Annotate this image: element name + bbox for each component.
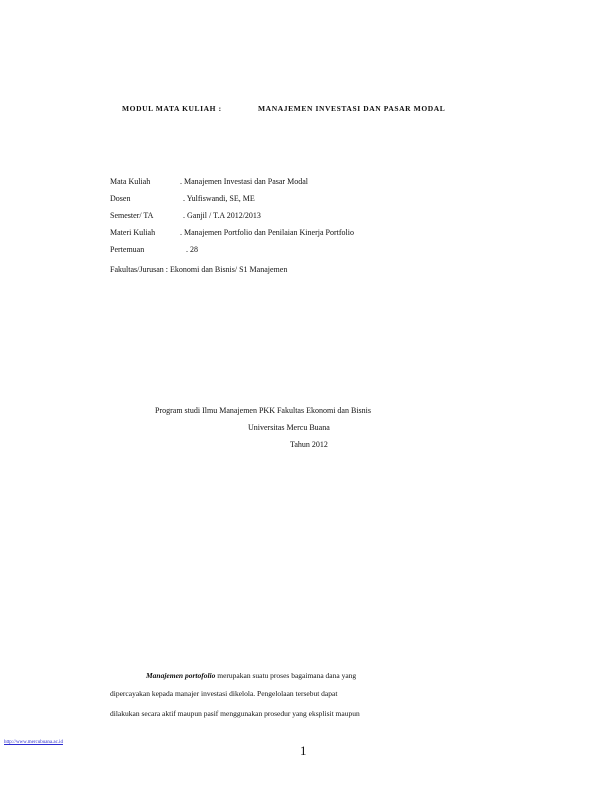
info-value-meeting: . 28 [186,245,198,254]
body-line-1-rest: merupakan suatu proses bagaimana dana yang [215,671,357,680]
info-label-meeting: Pertemuan [110,245,145,254]
footer-website-link[interactable]: http://www.mercubuana.ac.id [4,740,63,745]
page-number: 1 [300,743,307,758]
program-line-3: Tahun 2012 [290,440,328,449]
body-paragraph-line-3: dilakukan secara aktif maupun pasif menggunakan prosedur yang eksplisit maupun [110,709,360,718]
program-line-1: Program studi Ilmu Manajemen PKK Fakultas Ekonomi dan Bisnis [155,406,371,415]
info-value-semester: . Ganjil / T.A 2012/2013 [183,211,261,220]
module-header-label: MODUL MATA KULIAH : [122,104,222,113]
body-paragraph-line-2: dipercayakan kepada manajer investasi dikelola. Pengelolaan tersebut dapat [110,689,338,698]
body-paragraph-line-1 [146,671,356,680]
module-header-title: MANAJEMEN INVESTASI DAN PASAR MODAL [258,104,446,113]
info-label-lecturer: Dosen [110,194,131,203]
info-value-lecturer: . Yulfiswandi, SE, ME [183,194,255,203]
info-label-material: Materi Kuliah [110,228,156,237]
info-value-material: . Manajemen Portfolio dan Penilaian Kinerja Portfolio [180,228,354,237]
info-label-course: Mata Kuliah [110,177,151,186]
body-lead-term: Manajemen portofolio [146,671,216,680]
program-line-2: Universitas Mercu Buana [248,423,330,432]
info-value-course: . Manajemen Investasi dan Pasar Modal [180,177,308,186]
faculty-line: Fakultas/Jurusan : Ekonomi dan Bisnis/ S1 Manajemen [110,265,288,274]
info-label-semester: Semester/ TA [110,211,154,220]
